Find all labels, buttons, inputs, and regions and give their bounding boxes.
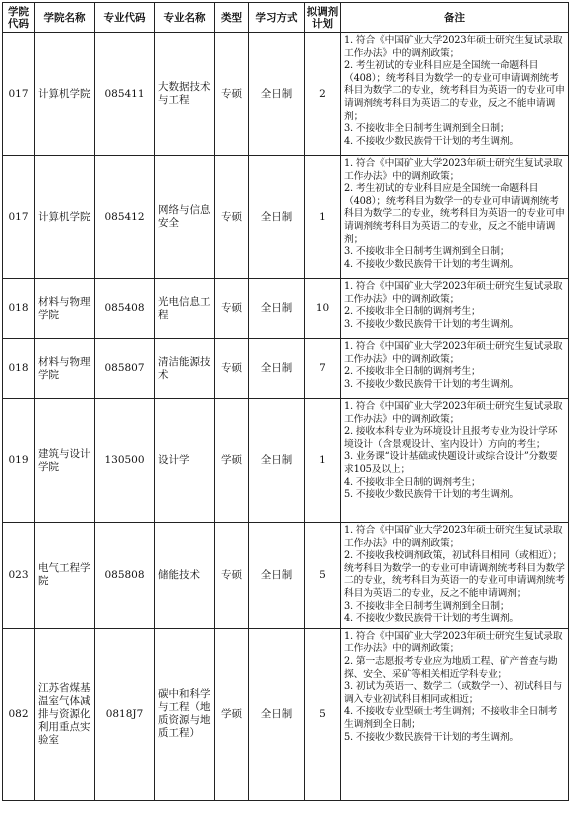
type-cell: 专硕 xyxy=(215,523,249,629)
study-mode-cell: 全日制 xyxy=(249,33,305,156)
note-line: 2. 接收本科专业为环境设计且报考专业为设计学环境设计（含景观设计、室内设计）方向的考生； xyxy=(344,426,558,450)
college-code-cell: 082 xyxy=(3,628,35,800)
study-mode-cell: 全日制 xyxy=(249,628,305,800)
header-study-mode: 学习方式 xyxy=(249,3,305,33)
note-line: 2. 不接收非全日制的调剂考生； xyxy=(344,366,481,378)
study-mode-cell: 全日制 xyxy=(249,523,305,629)
note-line: 1. 符合《中国矿业大学2023年硕士研究生复试录取工作办法》中的调剂政策； xyxy=(344,35,563,59)
type-cell: 专硕 xyxy=(215,339,249,399)
planned-cell: 5 xyxy=(305,628,341,800)
program-code-cell: 130500 xyxy=(95,399,155,523)
table-row xyxy=(3,156,569,279)
type-cell: 专硕 xyxy=(215,156,249,279)
table-header-row xyxy=(3,3,569,33)
college-code-cell: 023 xyxy=(3,523,35,629)
college-code-cell: 017 xyxy=(3,156,35,279)
planned-cell: 1 xyxy=(305,156,341,279)
note-line: 4. 不接收少数民族骨干计划的考生调剂。 xyxy=(344,258,520,270)
notes-cell xyxy=(341,156,569,279)
note-line: 2. 不接收我校调剂政策，初试科目相同（或相近）；统考科目为数学一的专业可申请调剂统考科目为数学二的专业，统考科目为英语一的专业可申请调剂统考科目为英语二的专业，反之不能申请调剂； xyxy=(344,550,565,599)
note-line: 3. 不接收非全日制考生调剂到全日制； xyxy=(344,123,510,135)
program-name-cell: 网络与信息安全 xyxy=(155,156,215,279)
note-line: 2. 考生初试的专业科目应是全国统一命题科目（408）；统考科目为数学一的专业可申请调剂统考科目为数学二的专业，统考科目为英语一的专业可申请调剂统考科目为英语二的专业，反之不能申请调剂； xyxy=(344,183,565,245)
college-code-cell: 019 xyxy=(3,399,35,523)
note-line: 4. 不接收少数民族骨干计划的考生调剂。 xyxy=(344,135,520,147)
note-line: 5. 不接收少数民族骨干计划的考生调剂。 xyxy=(344,731,520,743)
header-college-name: 学院名称 xyxy=(35,3,95,33)
header-college-code: 学院代码 xyxy=(3,3,35,33)
note-line: 2. 不接收非全日制的调剂考生； xyxy=(344,306,481,318)
note-line: 2. 第一志愿报考专业应为地质工程、矿产普查与勘探、安全、采矿等相关相近学科专业； xyxy=(344,655,558,680)
college-code-cell: 017 xyxy=(3,33,35,156)
type-cell: 专硕 xyxy=(215,279,249,339)
program-name-cell: 清洁能源技术 xyxy=(155,339,215,399)
table-row xyxy=(3,628,569,800)
note-line: 1. 符合《中国矿业大学2023年硕士研究生复试录取工作办法》中的调剂政策； xyxy=(344,630,563,655)
note-line: 4. 不接收少数民族骨干计划的考生调剂。 xyxy=(344,613,520,625)
study-mode-cell: 全日制 xyxy=(249,279,305,339)
note-line: 1. 符合《中国矿业大学2023年硕士研究生复试录取工作办法》中的调剂政策； xyxy=(344,158,563,182)
type-cell: 学硕 xyxy=(215,399,249,523)
header-program-name: 专业名称 xyxy=(155,3,215,33)
note-line: 4. 不接收非全日制的调剂考生； xyxy=(344,476,481,488)
table-row xyxy=(3,279,569,339)
notes-cell xyxy=(341,523,569,629)
note-line: 3. 不接收非全日制考生调剂到全日制； xyxy=(344,246,510,258)
note-line: 1. 符合《中国矿业大学2023年硕士研究生复试录取工作办法》中的调剂政策； xyxy=(344,281,563,305)
program-name-cell: 光电信息工程 xyxy=(155,279,215,339)
college-code-cell: 018 xyxy=(3,339,35,399)
notes-cell xyxy=(341,33,569,156)
college-name-cell: 电气工程学院 xyxy=(35,523,95,629)
college-name-cell: 江苏省煤基温室气体减排与资源化利用重点实验室 xyxy=(35,628,95,800)
note-line: 1. 符合《中国矿业大学2023年硕士研究生复试录取工作办法》中的调剂政策； xyxy=(344,341,563,365)
header-program-code: 专业代码 xyxy=(95,3,155,33)
program-name-cell: 大数据技术与工程 xyxy=(155,33,215,156)
table-row xyxy=(3,399,569,523)
notes-cell xyxy=(341,279,569,339)
note-line: 3. 不接收非全日制考生调剂到全日制； xyxy=(344,600,510,612)
program-code-cell: 085408 xyxy=(95,279,155,339)
planned-cell: 1 xyxy=(305,399,341,523)
notes-cell xyxy=(341,628,569,800)
study-mode-cell: 全日制 xyxy=(249,399,305,523)
header-type: 类型 xyxy=(215,3,249,33)
planned-cell: 7 xyxy=(305,339,341,399)
table-row xyxy=(3,339,569,399)
college-name-cell: 计算机学院 xyxy=(35,33,95,156)
program-name-cell: 碳中和科学与工程（地质资源与地质工程） xyxy=(155,628,215,800)
note-line: 3. 业务课“设计基础或快题设计或综合设计”分数要求105及以上； xyxy=(344,451,558,475)
program-name-cell: 设计学 xyxy=(155,399,215,523)
table-row xyxy=(3,523,569,629)
note-line: 3. 不接收少数民族骨干计划的考生调剂。 xyxy=(344,318,520,330)
note-line: 5. 不接收少数民族骨干计划的考生调剂。 xyxy=(344,489,520,501)
type-cell: 专硕 xyxy=(215,33,249,156)
program-code-cell: 085808 xyxy=(95,523,155,629)
adjustment-table xyxy=(2,2,569,801)
college-name-cell: 计算机学院 xyxy=(35,156,95,279)
program-name-cell: 储能技术 xyxy=(155,523,215,629)
program-code-cell: 0818J7 xyxy=(95,628,155,800)
program-code-cell: 085807 xyxy=(95,339,155,399)
note-line: 3. 初试为英语一、数学二（或数学一）、初试科目与调入专业初试科目相同或相近； xyxy=(344,681,563,705)
planned-cell: 10 xyxy=(305,279,341,339)
header-planned: 拟调剂计划 xyxy=(305,3,341,33)
note-line: 3. 不接收少数民族骨干计划的考生调剂。 xyxy=(344,378,520,390)
planned-cell: 2 xyxy=(305,33,341,156)
table-row xyxy=(3,33,569,156)
college-name-cell: 建筑与设计学院 xyxy=(35,399,95,523)
notes-cell xyxy=(341,399,569,523)
note-line: 2. 考生初试的专业科目应是全国统一命题科目（408）；统考科目为数学一的专业可申请调剂统考科目为数学二的专业，统考科目为英语一的专业可申请调剂统考科目为英语二的专业，反之不能申请调剂； xyxy=(344,60,565,122)
note-line: 1. 符合《中国矿业大学2023年硕士研究生复试录取工作办法》中的调剂政策； xyxy=(344,525,563,549)
college-code-cell: 018 xyxy=(3,279,35,339)
note-line: 4. 不接收专业型硕士考生调剂；不接收非全日制考生调剂到全日制； xyxy=(344,706,558,730)
study-mode-cell: 全日制 xyxy=(249,156,305,279)
planned-cell: 5 xyxy=(305,523,341,629)
type-cell: 学硕 xyxy=(215,628,249,800)
college-name-cell: 材料与物理学院 xyxy=(35,339,95,399)
notes-cell xyxy=(341,339,569,399)
program-code-cell: 085411 xyxy=(95,33,155,156)
header-notes: 备注 xyxy=(341,3,569,33)
college-name-cell: 材料与物理学院 xyxy=(35,279,95,339)
study-mode-cell: 全日制 xyxy=(249,339,305,399)
program-code-cell: 085412 xyxy=(95,156,155,279)
note-line: 1. 符合《中国矿业大学2023年硕士研究生复试录取工作办法》中的调剂政策； xyxy=(344,401,563,425)
